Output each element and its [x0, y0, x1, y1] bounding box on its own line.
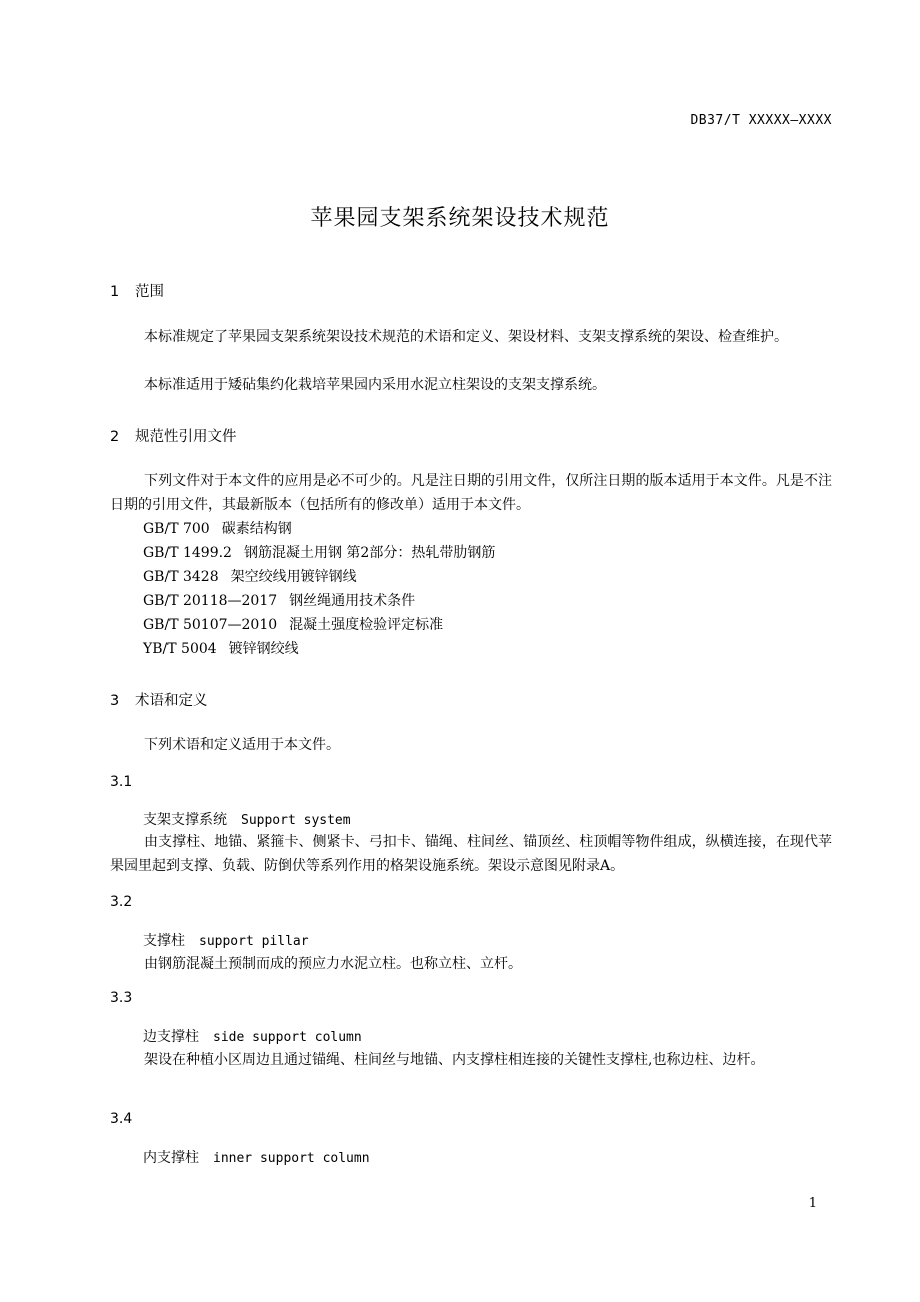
reference-name: 混凝土强度检验评定标准: [289, 617, 444, 633]
paragraph-terms-intro: [110, 733, 832, 757]
section-heading-terms: [110, 689, 208, 710]
definition-text: 由支撑柱、地锚、紧箍卡、侧紧卡、弓扣卡、锚绳、柱间丝、锚顶丝、柱顶帽等物件组成，纵横连接，在现代苹果园里起到支撑、负载、防倒伏等系列作用的格架设施系统。架设示意图见附录A。: [110, 834, 832, 874]
section-heading-normative-references: [110, 425, 237, 446]
reference-item: [143, 518, 292, 538]
term-definition: [110, 1048, 832, 1072]
section-title: 规范性引用文件: [135, 429, 237, 445]
document-title: 苹果园支架系统架设技术规范: [310, 206, 610, 231]
term-number: 3.3: [110, 990, 133, 1006]
section-title: 范围: [135, 284, 164, 300]
term-zh: 内支撑柱: [143, 1150, 199, 1166]
reference-code: GB/T 700: [143, 521, 210, 537]
term-number: 3.1: [110, 774, 133, 790]
paragraph-text: 下列文件对于本文件的应用是必不可少的。凡是注日期的引用文件，仅所注日期的版本适用于本文件。凡是不注日期的引用文件，其最新版本（包括所有的修改单）适用于本文件。: [110, 473, 832, 513]
reference-item: [143, 590, 415, 610]
definition-text: 架设在种植小区周边且通过锚绳、柱间丝与地锚、内支撑柱相连接的关键性支撑柱,也称边柱、边杆。: [144, 1052, 765, 1068]
term-definition: [110, 830, 832, 878]
term-en: Support system: [241, 813, 351, 828]
reference-name: 钢筋混凝土用钢 第2部分：热轧带肋钢筋: [243, 545, 496, 561]
section-number: 2: [110, 429, 120, 445]
definition-text: 由钢筋混凝土预制而成的预应力水泥立柱。也称立柱、立杆。: [144, 956, 522, 972]
term-heading: [143, 930, 309, 950]
section-title: 术语和定义: [135, 693, 208, 709]
section-heading-scope: [110, 280, 164, 301]
document-number: DB37/T XXXXX—XXXX: [690, 113, 832, 128]
term-en: inner support column: [213, 1151, 370, 1166]
reference-code: GB/T 3428: [143, 569, 219, 585]
term-heading: [143, 1026, 362, 1046]
reference-name: 碳素结构钢: [221, 521, 292, 537]
term-zh: 支架支撑系统: [143, 812, 227, 828]
paragraph-scope-2: [110, 373, 832, 397]
reference-item: [143, 638, 299, 658]
reference-item: [143, 566, 357, 586]
term-heading: [143, 1147, 370, 1167]
paragraph-scope-1: [110, 325, 832, 349]
term-en: side support column: [213, 1030, 362, 1045]
term-number: 3.4: [110, 1111, 133, 1127]
term-zh: 支撑柱: [143, 933, 185, 949]
reference-item: [143, 614, 443, 634]
term-heading: [143, 809, 351, 829]
reference-name: 架空绞线用镀锌钢线: [230, 569, 357, 585]
reference-code: GB/T 20118—2017: [143, 593, 278, 609]
reference-item: [143, 542, 495, 562]
reference-code: YB/T 5004: [143, 641, 217, 657]
term-number: 3.2: [110, 894, 133, 910]
section-number: 1: [110, 284, 120, 300]
reference-code: GB/T 1499.2: [143, 545, 232, 561]
page-number: 1: [808, 1196, 817, 1211]
reference-name: 镀锌钢绞线: [228, 641, 299, 657]
paragraph-text: 本标准适用于矮砧集约化栽培苹果园内采用水泥立柱架设的支架支撑系统。: [144, 377, 606, 393]
paragraph-references-intro: [110, 469, 832, 517]
term-zh: 边支撑柱: [143, 1029, 199, 1045]
term-definition: [110, 952, 832, 976]
paragraph-text: 下列术语和定义适用于本文件。: [144, 737, 340, 753]
reference-code: GB/T 50107—2010: [143, 617, 278, 633]
term-en: support pillar: [199, 934, 309, 949]
reference-name: 钢丝绳通用技术条件: [289, 593, 416, 609]
section-number: 3: [110, 693, 120, 709]
paragraph-text: 本标准规定了苹果园支架系统架设技术规范的术语和定义、架设材料、支架支撑系统的架设、检查维护。: [144, 329, 788, 345]
